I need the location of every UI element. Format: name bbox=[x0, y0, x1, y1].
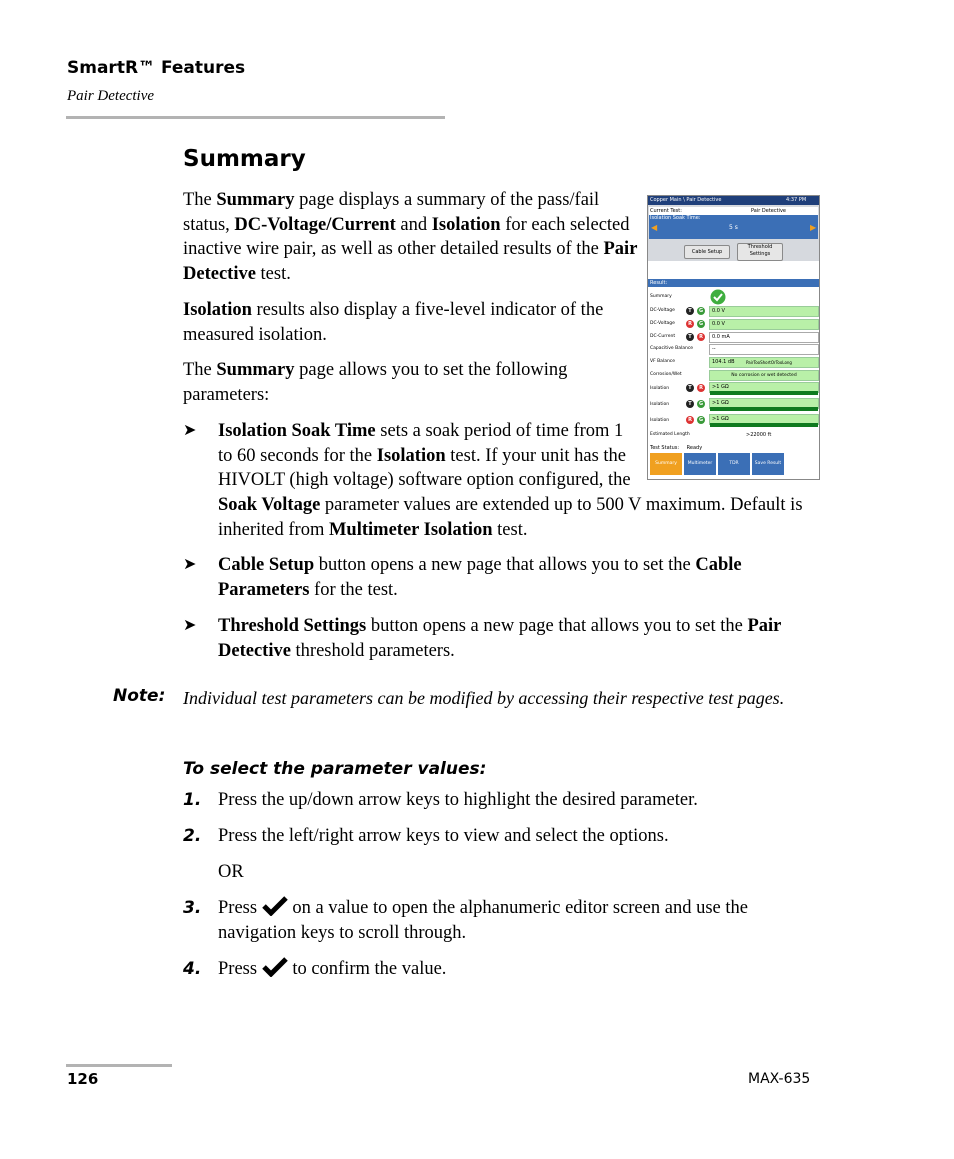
checkmark-icon bbox=[262, 957, 288, 977]
result-value: No corrosion or wet detected bbox=[709, 370, 819, 381]
cable-setup-button[interactable]: Cable Setup bbox=[684, 245, 730, 259]
result-label: DC-Voltage bbox=[650, 321, 675, 326]
result-value: >1 GΩ bbox=[709, 414, 819, 425]
footer-rule bbox=[66, 1064, 172, 1067]
note-text: Individual test parameters can be modified by accessing their respective test pages. bbox=[183, 688, 785, 708]
result-value: 104.1 dB PairTooShortOrTooLong bbox=[709, 357, 819, 368]
intro-paragraph-2: Isolation results also display a five-level indicator of the measured isolation. bbox=[183, 300, 604, 345]
result-value: >22000 ft bbox=[746, 432, 772, 438]
step-number: 1. bbox=[183, 790, 202, 810]
result-value: -- bbox=[709, 344, 819, 355]
tip-dot-icon: T bbox=[686, 400, 694, 408]
soak-time-selector[interactable]: Isolation Soak Time: ◀ 5 s ▶ bbox=[649, 215, 818, 239]
screenshot-config-area bbox=[648, 205, 819, 261]
tab-summary[interactable]: Summary bbox=[650, 453, 682, 475]
bullet-arrow-icon: ➤ bbox=[183, 617, 197, 634]
note-label: Note: bbox=[113, 686, 166, 706]
step-text: Press on a value to open the alphanumeric editor screen and use the navigation keys to scroll through. bbox=[218, 898, 748, 943]
ground-dot-icon: G bbox=[698, 417, 704, 423]
running-header-section: Pair Detective bbox=[67, 88, 155, 104]
ground-dot-icon: G bbox=[698, 401, 704, 407]
document-code: MAX-635 bbox=[748, 1071, 811, 1087]
checkmark-icon bbox=[262, 896, 288, 916]
procedure-title: To select the parameter values: bbox=[183, 759, 487, 779]
tip-dot-icon: T bbox=[686, 384, 694, 392]
header-rule bbox=[66, 116, 445, 119]
result-value: >1 GΩ bbox=[709, 398, 819, 409]
left-arrow-icon[interactable]: ◀ bbox=[651, 223, 658, 232]
bullet-text: Isolation Soak Time sets a soak period of time from 1 to 60 seconds for the Isolation test. If your unit has the HIVOLT (high voltage) software option configured, the bbox=[218, 421, 631, 490]
result-label: VF Balance bbox=[650, 359, 676, 364]
step-number: 3. bbox=[183, 898, 202, 918]
right-arrow-icon[interactable]: ▶ bbox=[810, 223, 817, 232]
isolation-level-bar bbox=[710, 407, 818, 411]
threshold-settings-button[interactable]: Threshold Settings bbox=[737, 243, 783, 261]
ring-dot-icon: R bbox=[697, 384, 705, 392]
ring-dot-icon: R bbox=[697, 333, 705, 341]
ground-dot-icon: G bbox=[698, 321, 704, 327]
tip-dot-icon: T bbox=[686, 333, 694, 341]
intro-paragraph-3: The Summary page allows you to set the following parameters: bbox=[183, 360, 568, 405]
bullet-arrow-icon: ➤ bbox=[183, 422, 197, 439]
bullet-text-cont: Soak Voltage parameter values are extended up to 500 V maximum. Default is inherited from Multimeter Isolation test. bbox=[218, 495, 803, 540]
step-text: OR bbox=[218, 862, 244, 882]
intro-paragraph-1: The Summary page displays a summary of the pass/fail status, DC-Voltage/Current and Isolation for each selected inactive wire pair, as well as other detailed results of the Pair Detective test. bbox=[183, 190, 638, 284]
pass-check-icon bbox=[710, 289, 726, 305]
screenshot-breadcrumb: Copper Main \ Pair Detective bbox=[650, 197, 722, 203]
result-value: 0.0 V bbox=[709, 306, 819, 317]
isolation-level-bar bbox=[710, 423, 818, 427]
tab-save-result[interactable]: Save Result bbox=[752, 453, 784, 475]
step-text: Press the left/right arrow keys to view and select the options. bbox=[218, 826, 669, 846]
bullet-text: Threshold Settings button opens a new page that allows you to set the Pair Detective threshold parameters. bbox=[218, 616, 782, 661]
result-value: >1 GΩ bbox=[709, 382, 819, 393]
result-label: Capacitive Balance bbox=[650, 346, 694, 351]
step-number: 4. bbox=[183, 959, 202, 979]
page-number: 126 bbox=[67, 1070, 99, 1088]
result-label: Isolation bbox=[650, 418, 670, 423]
result-label: Isolation bbox=[650, 402, 670, 407]
screenshot-clock: 4:37 PM bbox=[786, 197, 807, 203]
result-label: DC-Current bbox=[650, 334, 676, 339]
result-value: 0.0 mA bbox=[709, 332, 819, 343]
ring-dot-icon: R bbox=[686, 416, 694, 424]
current-test-row: Current Test: Pair Detective bbox=[649, 207, 818, 215]
running-header-chapter: SmartR™ Features bbox=[67, 58, 246, 78]
result-label: Summary bbox=[650, 294, 672, 299]
result-label: Isolation bbox=[650, 386, 670, 391]
bullet-text: Cable Setup button opens a new page that allows you to set the Cable Parameters for the test. bbox=[218, 555, 742, 600]
device-screenshot bbox=[647, 195, 820, 480]
bullet-arrow-icon: ➤ bbox=[183, 556, 197, 573]
result-label: DC-Voltage bbox=[650, 308, 675, 313]
ring-dot-icon: R bbox=[686, 320, 694, 328]
section-title: Summary bbox=[183, 146, 306, 172]
tab-tdr[interactable]: TDR bbox=[718, 453, 750, 475]
isolation-level-bar bbox=[710, 391, 818, 395]
result-header: Result: bbox=[648, 279, 820, 287]
ground-dot-icon: G bbox=[698, 308, 704, 314]
step-text: Press to confirm the value. bbox=[218, 959, 447, 979]
step-text: Press the up/down arrow keys to highlight the desired parameter. bbox=[218, 790, 698, 810]
result-value: 0.0 V bbox=[709, 319, 819, 330]
screenshot-title-bar bbox=[648, 196, 819, 205]
screenshot-tab-bar bbox=[648, 452, 819, 479]
tab-multimeter[interactable]: Multimeter bbox=[684, 453, 716, 475]
result-label: Corrosion/Wet bbox=[650, 372, 682, 377]
result-label: Estimated Length bbox=[650, 432, 690, 437]
tip-dot-icon: T bbox=[686, 307, 694, 315]
test-status: Test Status: Ready bbox=[650, 445, 703, 451]
step-number: 2. bbox=[183, 826, 202, 846]
